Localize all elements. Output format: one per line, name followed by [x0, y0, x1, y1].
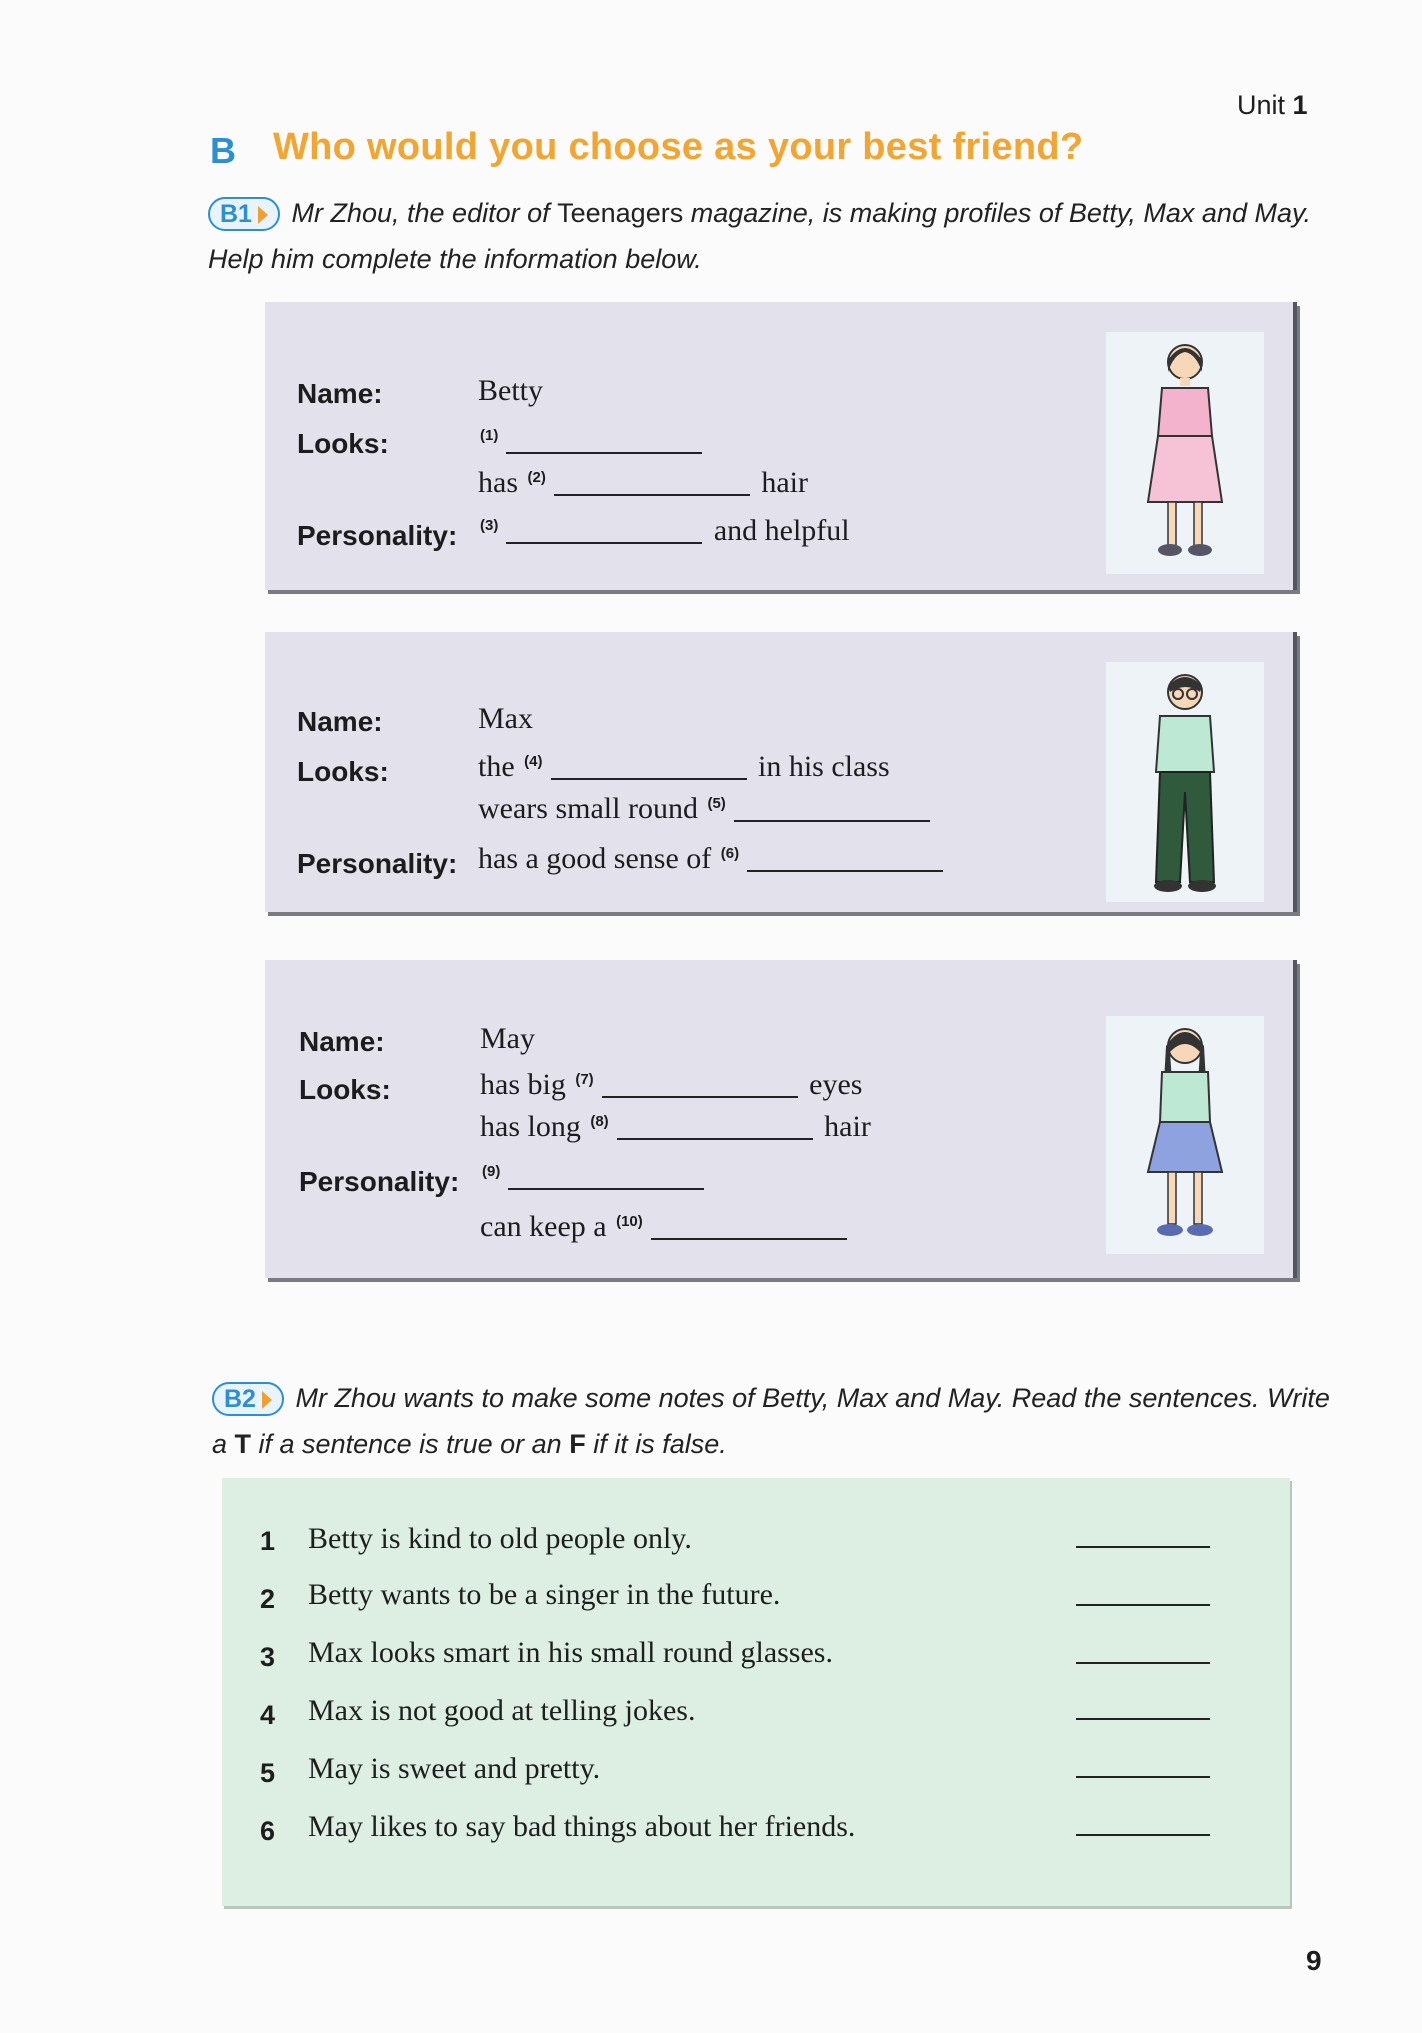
tf-item-text: Max is not good at telling jokes. [308, 1694, 696, 1727]
betty-name-value: Betty [478, 374, 543, 407]
tf-item-number: 6 [260, 1816, 276, 1846]
tf-answer-blank[interactable] [1076, 1546, 1210, 1548]
page-number: 9 [1306, 1945, 1322, 1976]
unit-label: Unit 1 [1237, 90, 1308, 120]
tf-answer-blank[interactable] [1076, 1776, 1210, 1778]
betty-looks-line1: (1) [478, 424, 706, 458]
section-title: Who would you choose as your best friend? [273, 126, 1084, 168]
girl-figure-icon [1106, 1016, 1264, 1254]
may-name-value: May [480, 1022, 535, 1055]
betty-personality-label: Personality: [297, 520, 458, 551]
tf-item-number: 3 [260, 1642, 276, 1672]
blank-1[interactable] [506, 426, 702, 454]
blank-3[interactable] [506, 516, 702, 544]
blank-7[interactable] [602, 1070, 798, 1098]
blank-9[interactable] [508, 1162, 704, 1190]
betty-looks-label: Looks: [297, 428, 389, 459]
max-looks-line2: wears small round $^{(5)}$ [478, 792, 934, 826]
max-personality-label: Personality: [297, 848, 458, 879]
tf-item-text: May is sweet and pretty. [308, 1752, 601, 1785]
b1-tag: B1 [208, 197, 280, 231]
may-photo-panel [1106, 1016, 1264, 1254]
tf-item-text: Betty wants to be a singer in the future. [308, 1578, 781, 1611]
tf-answer-blank[interactable] [1076, 1718, 1210, 1720]
tf-answer-blank[interactable] [1076, 1834, 1210, 1836]
play-arrow-icon [262, 1391, 272, 1409]
max-looks-line1: the $^{(4)}$ in his class [478, 750, 890, 783]
may-personality-line2: can keep a $^{(10)}$ [480, 1210, 851, 1244]
blank-10[interactable] [651, 1212, 847, 1240]
max-name-value: Max [478, 702, 533, 735]
betty-looks-line2: has $^{(2)}$ hair [478, 466, 808, 499]
b2-instruction: B2 Mr Zhou wants to make some notes of Betty, Max and May. Read the sentences. Write a T if a sentence is true or an F if it is false. [212, 1383, 1330, 1459]
girl-figure-icon [1106, 332, 1264, 574]
tf-answer-blank[interactable] [1076, 1662, 1210, 1664]
section-letter: B [210, 130, 236, 171]
play-arrow-icon [258, 206, 268, 224]
blank-8[interactable] [617, 1112, 813, 1140]
blank-4[interactable] [551, 752, 747, 780]
tf-item-text: Max looks smart in his small round glasses. [308, 1636, 833, 1669]
blank-2[interactable] [554, 468, 750, 496]
boy-figure-icon [1106, 662, 1264, 902]
magazine-name: Teenagers [557, 198, 684, 228]
may-looks-label: Looks: [299, 1074, 391, 1105]
b2-tag: B2 [212, 1382, 284, 1416]
may-looks-line2: has long $^{(8)}$ hair [480, 1110, 871, 1143]
tf-answer-blank[interactable] [1076, 1604, 1210, 1606]
max-personality-line: has a good sense of $^{(6)}$ [478, 842, 947, 876]
betty-photo-panel [1106, 332, 1264, 574]
blank-5[interactable] [734, 794, 930, 822]
may-personality-line1: (9) [480, 1160, 708, 1194]
max-looks-label: Looks: [297, 756, 389, 787]
blank-6[interactable] [747, 844, 943, 872]
may-personality-label: Personality: [299, 1166, 460, 1197]
betty-name-label: Name: [297, 378, 383, 409]
tf-item-number: 2 [260, 1584, 276, 1614]
may-looks-line1: has big $^{(7)}$ eyes [480, 1068, 863, 1101]
betty-personality-line: $^{(3)}$ and helpful [480, 514, 850, 547]
b1-instruction: B1 Mr Zhou, the editor of Teenagers magazine, is making profiles of Betty, Max and May. Help him complete the information below. [208, 198, 1311, 274]
tf-item-number: 5 [260, 1758, 276, 1788]
tf-item-number: 1 [260, 1526, 276, 1556]
may-name-label: Name: [299, 1026, 385, 1057]
tf-item-text: Betty is kind to old people only. [308, 1522, 692, 1555]
tf-item-number: 4 [260, 1700, 276, 1730]
tf-item-text: May likes to say bad things about her friends. [308, 1810, 856, 1843]
max-name-label: Name: [297, 706, 383, 737]
max-photo-panel [1106, 662, 1264, 902]
